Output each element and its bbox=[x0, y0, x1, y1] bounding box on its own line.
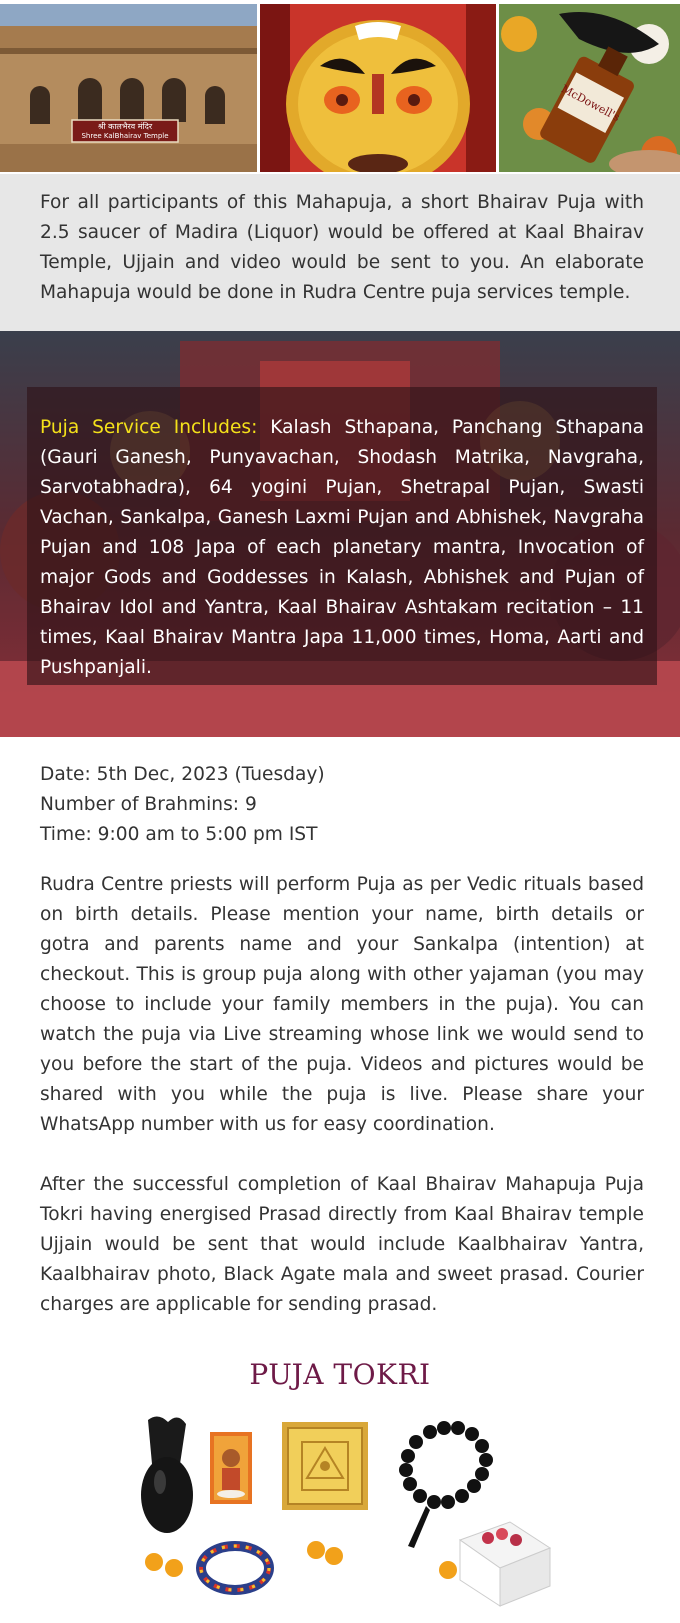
bottle-label: McDowell's bbox=[559, 82, 623, 125]
offering-bottle-photo bbox=[499, 4, 680, 172]
photo-strip bbox=[0, 0, 680, 174]
brahmins-line: Number of Brahmins: 9 bbox=[40, 794, 257, 815]
bhairav-idol-photo bbox=[260, 4, 496, 172]
prasad-bundle-icon bbox=[141, 1416, 193, 1533]
temple-sign-english: Shree KalBhairav Temple bbox=[81, 132, 169, 140]
temple-sign-hindi: श्री कालभैरव मंदिर bbox=[97, 122, 153, 131]
sweet-prasad-box-icon bbox=[460, 1522, 550, 1606]
prasad-paragraph: After the successful completion of Kaal Bhairav Mahapuja Puja Tokri having energised Prasad directly from Kaal Bhairav temple Ujjain would be sent that would include Kaalbhairav Yantra, Kaalbhairav photo, Black Agate mala and sweet prasad. Courier charges are applicable for sending prasad. bbox=[40, 1174, 644, 1315]
kaalbhairav-photo-icon bbox=[210, 1432, 252, 1504]
services-overlay bbox=[27, 387, 657, 685]
services-band bbox=[0, 331, 680, 737]
agate-mala-icon bbox=[399, 1421, 493, 1548]
kalava-thread-icon bbox=[201, 1546, 269, 1590]
time-line: Time: 9:00 am to 5:00 pm IST bbox=[40, 824, 318, 845]
services-paragraph bbox=[40, 413, 644, 683]
puja-tokri-title: PUJA TOKRI bbox=[249, 1358, 431, 1391]
instructions-paragraph: Rudra Centre priests will perform Puja as per Vedic rituals based on birth details. Please mention your name, birth details or gotra and parents name and your Sankalpa (intention) at checkout. This is group puja along with other yajaman (you may choose to include your family members in the puja). You can watch the puja via Live streaming whose link we would send to you before the start of the puja. Videos and pictures would be shared with you while the puja is live. Please share your WhatsApp number with us for easy coordination. bbox=[40, 874, 644, 1135]
puja-details bbox=[40, 760, 644, 850]
temple-photo bbox=[0, 4, 257, 172]
yantra-icon bbox=[282, 1422, 368, 1510]
puja-tokri-image bbox=[130, 1410, 560, 1615]
date-line: Date: 5th Dec, 2023 (Tuesday) bbox=[40, 764, 325, 785]
services-label: Puja Service Includes: bbox=[40, 417, 258, 438]
intro-text: For all participants of this Mahapuja, a short Bhairav Puja with 2.5 saucer of Madira (Liquor) would be offered at Kaal Bhairav Temple, Ujjain and video would be sent to you. An elaborate Mahapuja would be done in Rudra Centre puja services temple. bbox=[40, 192, 644, 303]
services-text: Kalash Sthapana, Panchang Sthapana (Gauri Ganesh, Punyavachan, Shodash Matrika, Navgraha, Sarvotabhadra), 64 yogini Pujan, Shetrapal Pujan, Swasti Vachan, Sankalpa, Ganesh Laxmi Pujan and Abhishek, Navgraha Pujan and 108 Japa of each planetary mantra, Invocation of major Gods and Goddesses in Kalash, Abhishek and Pujan of Bhairav Idol and Yantra, Kaal Bhairav Ashtakam recitation – 11 times, Kaal Bhairav Mantra Japa 11,000 times, Homa, Aarti and Pushpanjali. bbox=[40, 417, 644, 678]
intro-section bbox=[0, 174, 680, 331]
